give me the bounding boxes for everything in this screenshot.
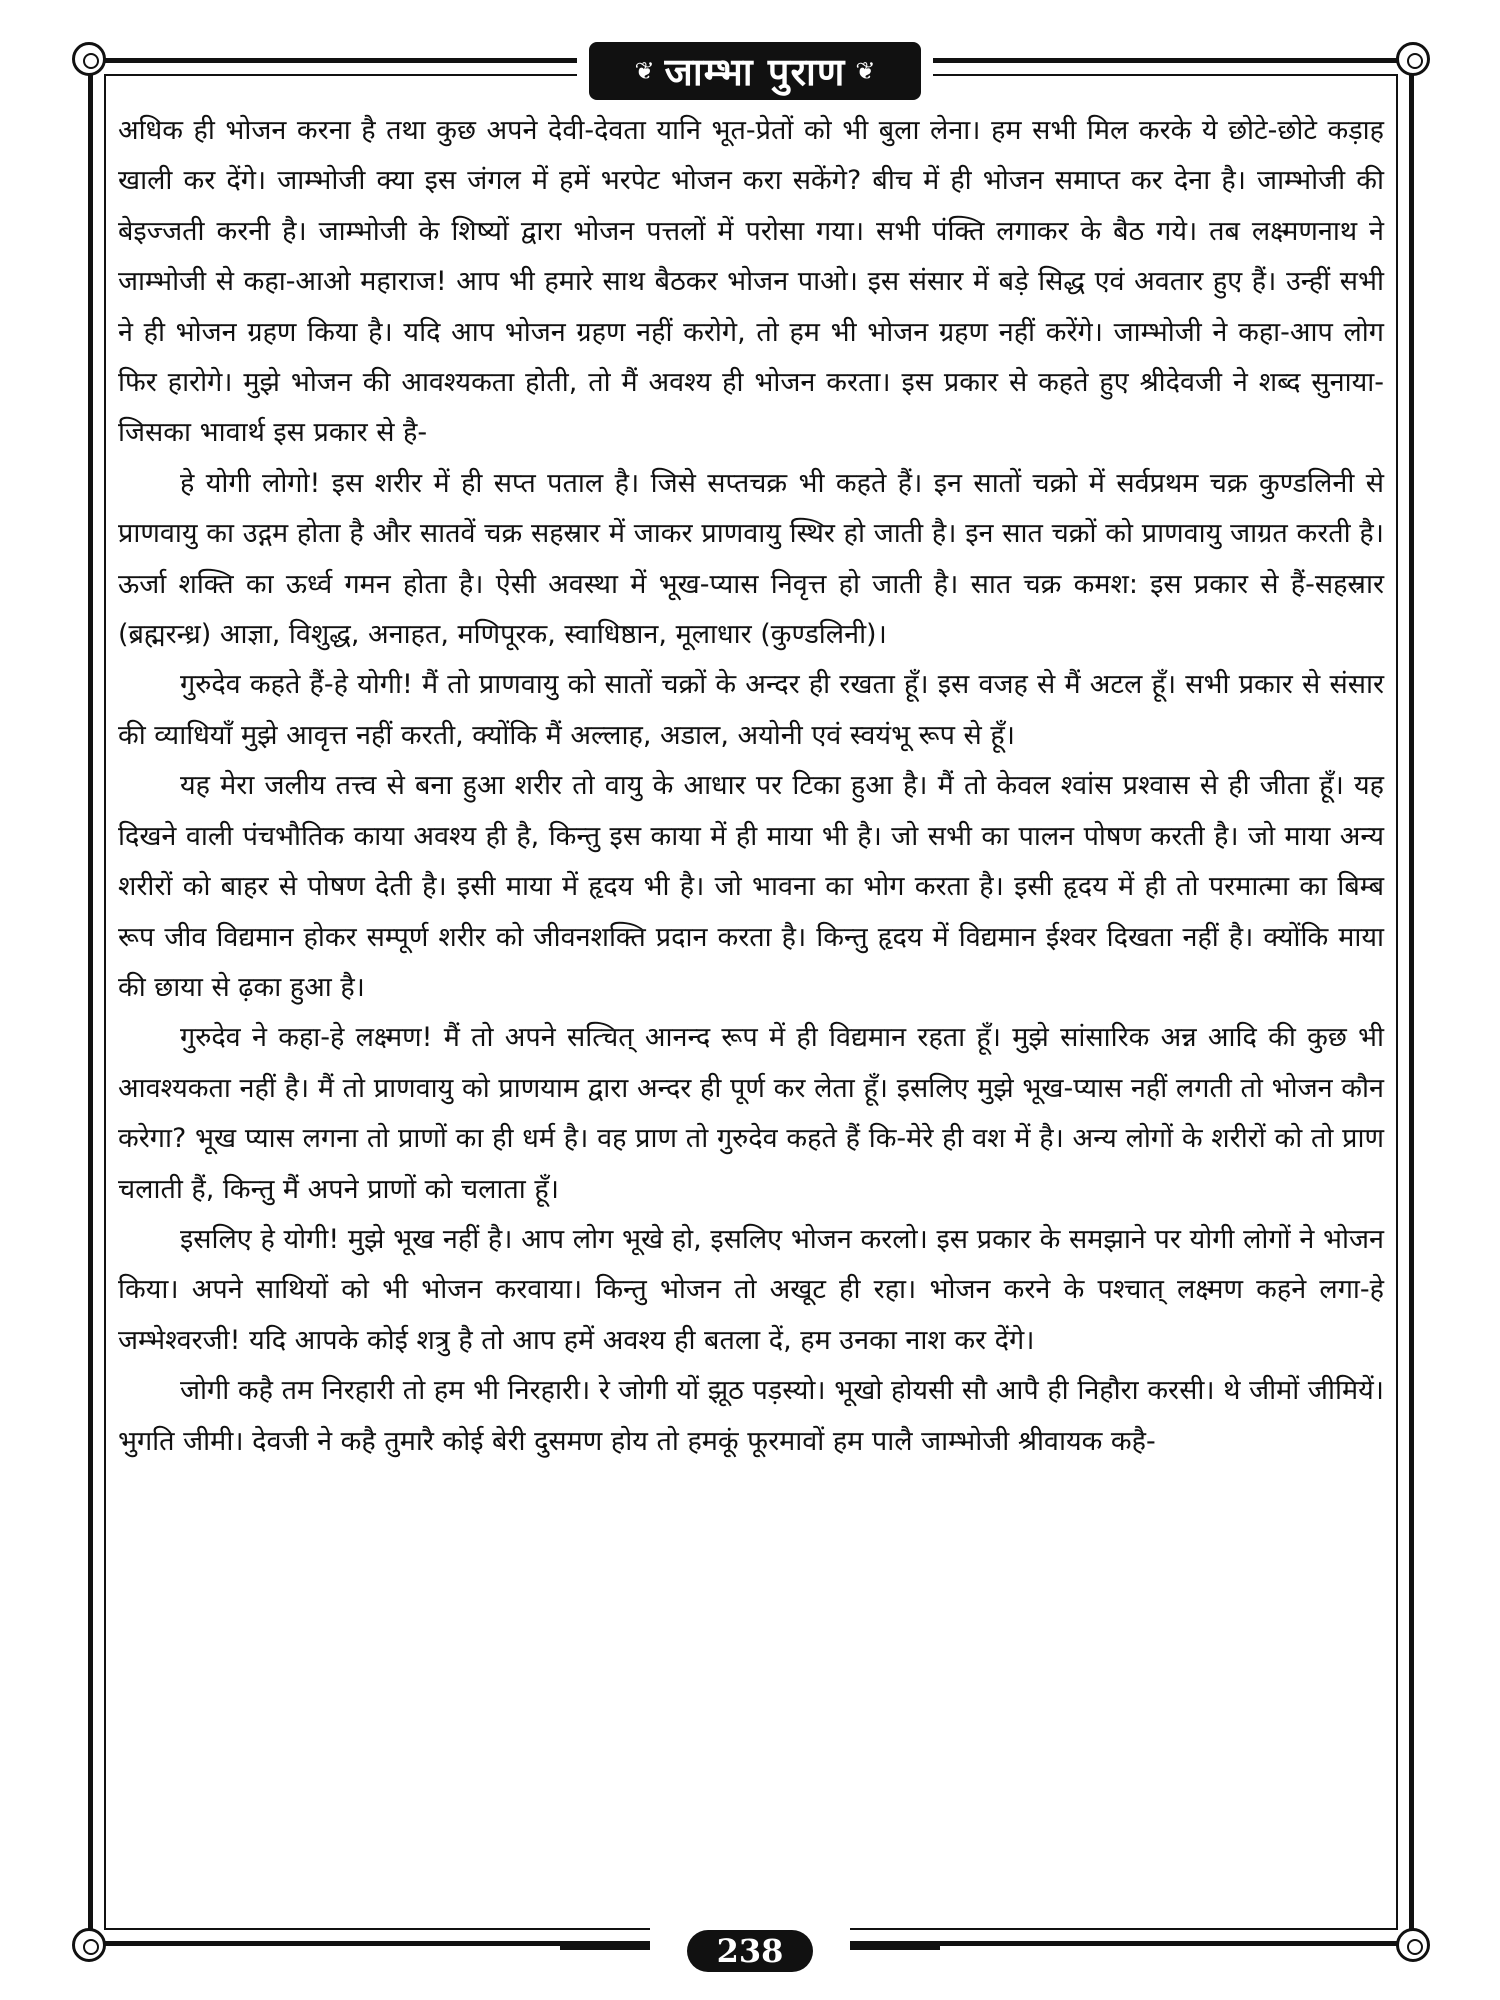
- corner-ornament-bottom-right: [1396, 1928, 1430, 1962]
- corner-ornament-top-left: [72, 42, 106, 76]
- paragraph: इसलिए हे योगी! मुझे भूख नहीं है। आप लोग भूखे हो, इसलिए भोजन करलो। इस प्रकार के समझाने पर योगी लोगों ने भोजन किया। अपने साथियों को भी भोजन करवाया। किन्तु भोजन तो अखूट ही रहा। भोजन करने के पश्चात् लक्ष्मण कहने लगा-हे जम्भेश्वरजी! यदि आपके कोई शत्रु है तो आप हमें अवश्य ही बतला दें, हम उनका नाश कर देंगे।: [118, 1223, 1384, 1356]
- corner-ornament-top-right: [1396, 42, 1430, 76]
- paragraph: हे योगी लोगो! इस शरीर में ही सप्त पताल है। जिसे सप्तचक्र भी कहते हैं। इन सातों चक्रो में सर्वप्रथम चक्र कुण्डलिनी से प्राणवायु का उद्गम होता है और सातवें चक्र सहस्रार में जाकर प्राणवायु स्थिर हो जाती है। इन सात चक्रों को प्राणवायु जाग्रत करती है। ऊर्जा शक्ति का ऊर्ध्व गमन होता है। ऐसी अवस्था में भूख-प्यास निवृत्त हो जाती है। सात चक्र कमश: इस प्रकार से हैं-सहस्रार (ब्रह्मरन्ध्र) आज्ञा, विशुद्ध, अनाहत, मणिपूरक, स्वाधिष्ठान, मूलाधार (कुण्डलिनी)।: [118, 467, 1384, 651]
- paragraph: गुरुदेव ने कहा-हे लक्ष्मण! मैं तो अपने सत्चित् आनन्द रूप में ही विद्यमान रहता हूँ। मुझे सांसारिक अन्न आदि की कुछ भी आवश्यकता नहीं है। मैं तो प्राणवायु को प्राणयाम द्वारा अन्दर ही पूर्ण कर लेता हूँ। इसलिए मुझे भूख-प्यास नहीं लगती तो भोजन कौन करेगा? भूख प्यास लगना तो प्राणों का ही धर्म है। वह प्राण तो गुरुदेव कहते हैं कि-मेरे ही वश में है। अन्य लोगों के शरीरों को तो प्राण चलाती हैं, किन्तु मैं अपने प्राणों को चलाता हूँ।: [118, 1022, 1384, 1205]
- header-title-box: [589, 42, 921, 100]
- page-number-badge: [650, 1926, 850, 1976]
- page-body: [118, 106, 1384, 1467]
- paragraph: यह मेरा जलीय तत्त्व से बना हुआ शरीर तो वायु के आधार पर टिका हुआ है। मैं तो केवल श्वांस प्रश्वास से ही जीता हूँ। यह दिखने वाली पंचभौतिक काया अवश्य ही है, किन्तु इस काया में ही माया भी है। जो सभी का पालन पोषण करती है। जो माया अन्य शरीरों को बाहर से पोषण देती है। इसी माया में हृदय भी है। जो भावना का भोग करता है। इसी हृदय में ही तो परमात्मा का बिम्ब रूप जीव विद्यमान होकर सम्पूर्ण शरीर को जीवनशक्ति प्रदान करता है। किन्तु हृदय में विद्यमान ईश्वर दिखता नहीं है। क्योंकि माया की छाया से ढ़का हुआ है।: [118, 770, 1384, 1003]
- paragraph: अधिक ही भोजन करना है तथा कुछ अपने देवी-देवता यानि भूत-प्रेतों को भी बुला लेना। हम सभी मिल करके ये छोटे-छोटे कड़ाह खाली कर देंगे। जाम्भोजी क्या इस जंगल में हमें भरपेट भोजन करा सकेंगे? बीच में ही भोजन समाप्त कर देना है। जाम्भोजी की बेइज्जती करनी है। जाम्भोजी के शिष्यों द्वारा भोजन पत्तलों में परोसा गया। सभी पंक्ति लगाकर के बैठ गये। तब लक्ष्मणनाथ ने जाम्भोजी से कहा-आओ महाराज! आप भी हमारे साथ बैठकर भोजन पाओ। इस संसार में बड़े सिद्ध एवं अवतार हुए हैं। उन्हीं सभी ने ही भोजन ग्रहण किया है। यदि आप भोजन ग्रहण नहीं करोगे, तो हम भी भोजन ग्रहण नहीं करेंगे। जाम्भोजी ने कहा-आप लोग फिर हारोगे। मुझे भोजन की आवश्यकता होती, तो मैं अवश्य ही भोजन करता। इस प्रकार से कहते हुए श्रीदेवजी ने शब्द सुनाया-जिसका भावार्थ इस प्रकार से है-: [118, 115, 1384, 449]
- corner-ornament-bottom-left: [72, 1928, 106, 1962]
- footer-swash-left: [560, 1946, 650, 1950]
- paragraph: गुरुदेव कहते हैं-हे योगी! मैं तो प्राणवायु को सातों चक्रों के अन्दर ही रखता हूँ। इस वजह से मैं अटल हूँ। सभी प्रकार से संसार की व्याधियाँ मुझे आवृत्त नहीं करती, क्योंकि मैं अल्लाह, अडाल, अयोनी एवं स्वयंभू रूप से हूँ।: [118, 669, 1384, 751]
- paragraph: जोगी कहै तम निरहारी तो हम भी निरहारी। रे जोगी यों झूठ पड़स्यो। भूखो होयसी सौ आपै ही निहौरा करसी। थे जीमों जीमियें। भुगति जीमी। देवजी ने कहै तुमारै कोई बेरी दुसमण होय तो हमकूं फूरमावों हम पालै जाम्भोजी श्रीवायक कहै-: [118, 1375, 1384, 1457]
- header-banner: [577, 36, 933, 106]
- footer-swash-right: [850, 1946, 940, 1950]
- page-number: 238: [687, 1930, 814, 1972]
- page-title: जाम्भा पुराण: [664, 50, 846, 94]
- flourish-left-icon: ❦: [634, 57, 655, 85]
- flourish-right-icon: ❦: [855, 57, 876, 85]
